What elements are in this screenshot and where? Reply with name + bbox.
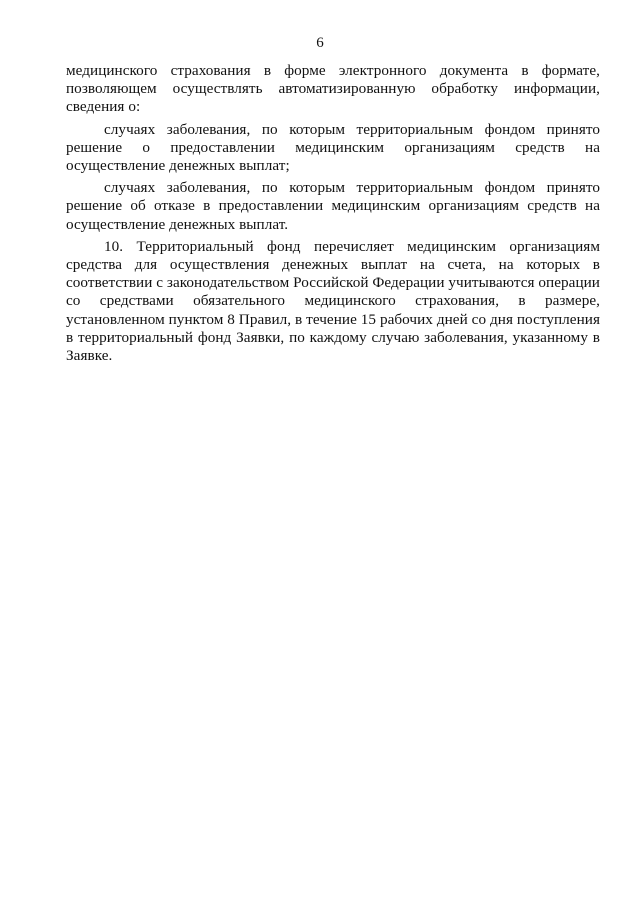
paragraph-continuation: медицинского страхования в форме электронного документа в формате, позволяющем осуществлять автоматизированную обработку информации, сведения о:	[66, 62, 600, 116]
paragraph-item-refused: случаях заболевания, по которым территориальным фондом принято решение об отказе в предоставлении медицинским организациям средств на осуществление денежных выплат.	[66, 179, 600, 233]
document-body	[66, 62, 600, 369]
page-number: 6	[316, 35, 324, 51]
paragraph-clause-10: 10. Территориальный фонд перечисляет медицинским организациям средства для осуществления денежных выплат на счета, на которых в соответствии с законодательством Российской Федерации учитываются операции со средствами обязательного медицинского страхования, в размере, установленном пунктом 8 Правил, в течение 15 рабочих дней со дня поступления в территориальный фонд Заявки, по каждому случаю заболевания, указанному в Заявке.	[66, 237, 600, 365]
paragraph-item-granted: случаях заболевания, по которым территориальным фондом принято решение о предоставлении медицинским организациям средств на осуществление денежных выплат;	[66, 120, 600, 175]
